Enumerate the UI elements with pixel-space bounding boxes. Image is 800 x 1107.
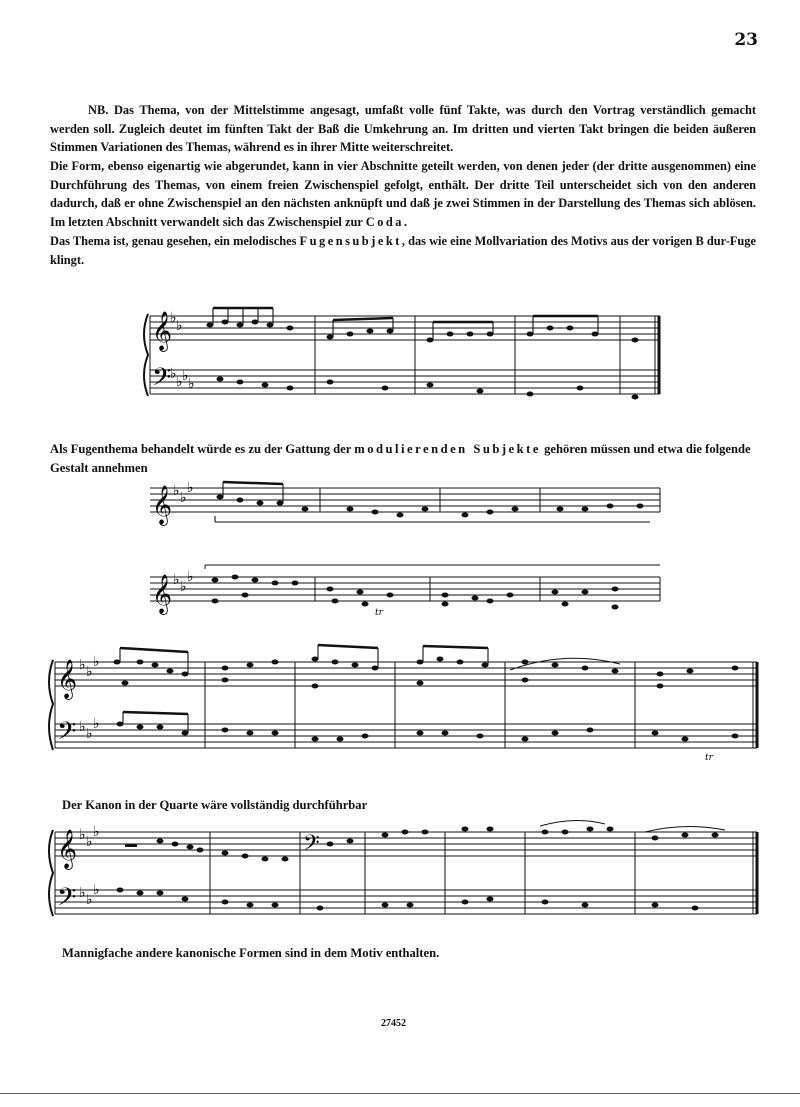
caption-3: Der Kanon in der Quarte wäre vollständig durchführbar (62, 798, 368, 812)
svg-text:♭: ♭ (79, 719, 86, 735)
svg-text:♭: ♭ (176, 318, 183, 334)
caption-2-before: Als Fugenthema behandelt würde es zu der Gattung der (50, 442, 352, 456)
caption-2 (50, 440, 756, 477)
svg-text:tr: tr (375, 608, 383, 618)
coda-word: Coda (365, 214, 404, 229)
paragraph-3 (50, 232, 756, 269)
svg-text:𝄢: 𝄢 (303, 831, 320, 861)
svg-text:♭: ♭ (86, 664, 93, 680)
caption-4: Mannigfache andere kanonische Formen sind in dem Motiv enthalten. (62, 946, 440, 960)
fugensubjekt-word: Fugensubjekt (299, 234, 402, 248)
paragraph-3-after: , das wie eine Mollvariation des Motivs aus der vorigen B dur-Fuge klingt. (50, 234, 756, 267)
svg-text:𝄞: 𝄞 (152, 485, 173, 525)
svg-text:♭: ♭ (79, 657, 86, 673)
svg-text:𝄞: 𝄞 (152, 574, 173, 614)
paragraph-3-before: Das Thema ist, genau gesehen, ein melodisches (50, 234, 297, 248)
svg-text:𝄞: 𝄞 (57, 659, 78, 699)
nb-marker: NB. (88, 103, 109, 117)
paragraph-2-text: Die Form, ebenso eigenartig wie abgerundet, kann in vier Abschnitte geteilt werden, von denen jeder (der dritte ausgenommen) eine Durchführung des Themas, von einem freien Zwischenspiel gefolgt, enthält. Der dritte Teil unterscheidet sich von den anderen dadurch, daß er ohne Zwischenspiel an den nächsten anknüpft und daß je zwei Stimmen in der Darstellung des Themas sich ablösen. Im letzten Abschnitt verwandelt sich das Zwischenspiel zur (50, 159, 756, 229)
modulierende-subjekte-word: modulierenden Subjekte (354, 442, 541, 456)
svg-text:♭: ♭ (93, 716, 100, 732)
paragraph-1 (50, 101, 756, 157)
svg-text:♭: ♭ (180, 579, 187, 595)
svg-text:♭: ♭ (176, 374, 183, 390)
music-example-2a (145, 478, 665, 538)
svg-text:♭: ♭ (173, 483, 180, 499)
music-example-4 (45, 818, 765, 928)
svg-text:tr: tr (705, 753, 713, 760)
svg-text:𝄢: 𝄢 (57, 883, 77, 918)
svg-text:♭: ♭ (170, 366, 177, 382)
svg-text:♭: ♭ (180, 490, 187, 506)
svg-text:𝄞: 𝄞 (57, 829, 78, 869)
svg-text:♭: ♭ (187, 480, 194, 496)
svg-text:♭: ♭ (173, 572, 180, 588)
music-example-1 (140, 300, 670, 410)
plate-number: 27452 (381, 1018, 406, 1029)
svg-text:♭: ♭ (188, 376, 195, 392)
paragraph-1-text: Das Thema, von der Mittelstimme angesagt, umfaßt volle fünf Takte, was durch den Vortrag verständlich gemacht werden soll. Zugleich deutet im fünften Takt der Baß die Umkehrung an. Im dritten und vierten Takt bringen die beiden äußeren Stimmen Variationen des Themas, während es in ihrer Mitte weiterschreitet. (50, 103, 756, 154)
music-example-2b (145, 555, 665, 625)
svg-text:♭: ♭ (93, 654, 100, 670)
page-number: 23 (734, 30, 758, 50)
treble-clef-icon: 𝄞 (152, 311, 173, 351)
music-example-3 (45, 640, 765, 760)
svg-text:♭: ♭ (182, 368, 189, 384)
svg-text:♭: ♭ (187, 569, 194, 585)
caption-2-after: gehören müssen und etwa die folgende Gestalt annehmen (50, 442, 751, 475)
svg-text:𝄢: 𝄢 (57, 717, 77, 752)
svg-text:♭: ♭ (93, 824, 100, 840)
svg-text:♭: ♭ (170, 310, 177, 326)
svg-text:♭: ♭ (86, 834, 93, 850)
svg-text:♭: ♭ (86, 892, 93, 908)
bottom-rule (0, 1093, 800, 1094)
svg-text:♭: ♭ (86, 726, 93, 742)
svg-text:♭: ♭ (79, 885, 86, 901)
svg-text:♭: ♭ (93, 882, 100, 898)
bass-clef-icon: 𝄢 (152, 363, 172, 398)
paragraph-2: Die Form, ebenso eigenartig wie abgerundet, kann in vier Abschnitte geteilt werden, von denen jeder (der dritte ausgenommen) eine Durchführung des Themas, von einem freien Zwischenspiel gefolgt, enthält. Der dritte Teil unterscheidet sich von den anderen dadurch, daß er ohne Zwischenspiel an den nächsten anknüpft und daß je zwei Stimmen in der Darstellung des Themas sich ablösen. Im letzten Abschnitt verwandelt sich das Zwischenspiel zur Coda. (50, 159, 756, 229)
svg-text:♭: ♭ (79, 827, 86, 843)
